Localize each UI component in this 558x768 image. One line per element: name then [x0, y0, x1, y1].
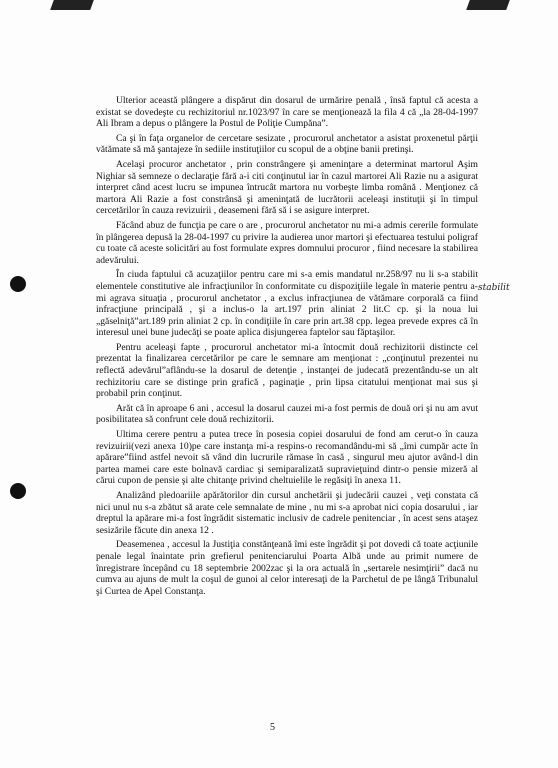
- paragraph: Făcând abuz de funcţia pe care o are , procurorul anchetator nu mi-a admis cererile formulate în plângerea depusă la 28-04-1997 cu privire la audierea unor martori şi efectuarea testului poligraf cu toate că aceste solicitări au fost formulate expres domnului procuror , fiind necesare la stabilirea adevărului.: [96, 219, 478, 266]
- paragraph: Analizând pledoariile apărătorilor din cursul anchetării şi judecării cauzei , veţi constata că nici unul nu s-a zbătut să arate cele semnalate de mine , nu mi s-a aprobat nici copia dosarului , iar dreptul la apărare mi-a fost îngrădit sistematic inclusiv de cadrele penitenciar , în acest sens ataşez sesizările făcute din anexa 12 .: [96, 490, 478, 536]
- scan-artifact: [466, 0, 510, 10]
- punch-hole: [10, 276, 26, 292]
- document-body: [96, 95, 478, 600]
- paragraph: Ultima cerere pentru a putea trece în posesia copiei dosarului de fond am cerut-o în cauza revizuirii(vezi anexa 10)pe care instanţa mi-a respins-o recomandându-mi să „îmi cumpăr acte în apărare”fiind astfel nevoit să vând din lucrurile rămase în casă , singurul meu ajutor având-l din partea mamei care este bolnavă cardiac şi semiparalizată supravieţuind dintr-o pensie mizeră al cărui cupon de pensie şi alte chitanţe privind cheltuielile le regăsiţi în anexa 11.: [96, 429, 478, 487]
- paragraph: Pentru aceleaşi fapte , procurorul anchetator mi-a întocmit două rechizitorii distincte cel prezentat la finalizarea cercetărilor pe care le semnare am menţionat : „conţinutul prezentei nu reflectă adevărul”aflându-se la dosarul de detenţie , instanţei de judecată prezentându-se un alt rechizitoriu care se distinge prin grafică , paginaţie , prin lipsa citatului menţionat mai sus şi probabil prin conţinut.: [96, 341, 478, 400]
- scan-artifact: [50, 0, 94, 10]
- paragraph: Ca şi în faţa organelor de cercetare sesizate , procurorul anchetator a asistat proxenetul părţii vătămate să mă şantajeze în sediile instituţiilor cu scopul de a obţine banii pretinşi.: [96, 132, 478, 156]
- paragraph: În ciuda faptului că acuzaţiilor pentru care mi s-a emis mandatul nr.258/97 nu li s-a stabilit elementele constitutive ale infracţiunilor în conformitate cu dispoziţiile legale în materie pentru a-mi agrava situaţia , procurorul anchetator , a exclus infracţiunea de vătămare corporală ca fiind infracţiune principală , şi a inclus-o la art.197 prin aliniat 2 lit.C cp. şi la noua lui „găselniţă”art.189 prin aliniat 2 cp. în condiţiile în care prin art.38 cpp. legea prevede expres că în interesul unei bune judecăţi se poate aplica disjungerea faptelor sau făptaşilor.: [96, 269, 478, 339]
- paragraph: Acelaşi procuror anchetator , prin constrângere şi ameninţare a determinat martorul Aşim Nighiar să semneze o declaraţie fără a-i citi conţinutul iar în cazul martorei Ali Razie nu a asigurat interpret când acest lucru se impunea întrucât martora nu vorbeşte limba română . Menţionez că martora Ali Razie a fost constrânsă şi ameninţată de lucrătorii aceleaşi instituţii şi în timpul cercetărilor în cauza revizuirii , deasemeni fără să i se asigure interpret.: [96, 158, 478, 217]
- punch-hole: [10, 483, 26, 499]
- handwritten-margin-note: stabilit: [478, 283, 510, 293]
- paragraph: Ulterior această plângere a dispărut din dosarul de urmărire penală , însă faptul că acesta a existat se dovedeşte cu rechizitoriul nr.1023/97 în care se menţionează la fila 4 că „la 28-04-1997 Ali Ibram a depus o plângere la Postul de Poliţie Cumpăna”.: [96, 95, 478, 130]
- paragraph: Deasemenea , accesul la Justiţia constănţeană îmi este îngrădit şi pot dovedi că toate acţiunile penale legal înaintate prin grefierul penitenciarului Poarta Albă unde au primit numere de înregistrare începând cu 18 septembrie 2002zac şi la ora actuală în „sertarele nesimţirii” dacă nu cumva au ajuns de mult la coşul de gunoi al celor interesaţi de la Parchetul de pe lângă Tribunalul şi Curtea de Apel Constanţa.: [96, 539, 478, 597]
- page-number: 5: [270, 722, 275, 733]
- paragraph: Arăt că în aproape 6 ani , accesul la dosarul cauzei mi-a fost permis de două ori şi nu am avut posibilitatea să confrunt cele două rechizitorii.: [96, 402, 478, 426]
